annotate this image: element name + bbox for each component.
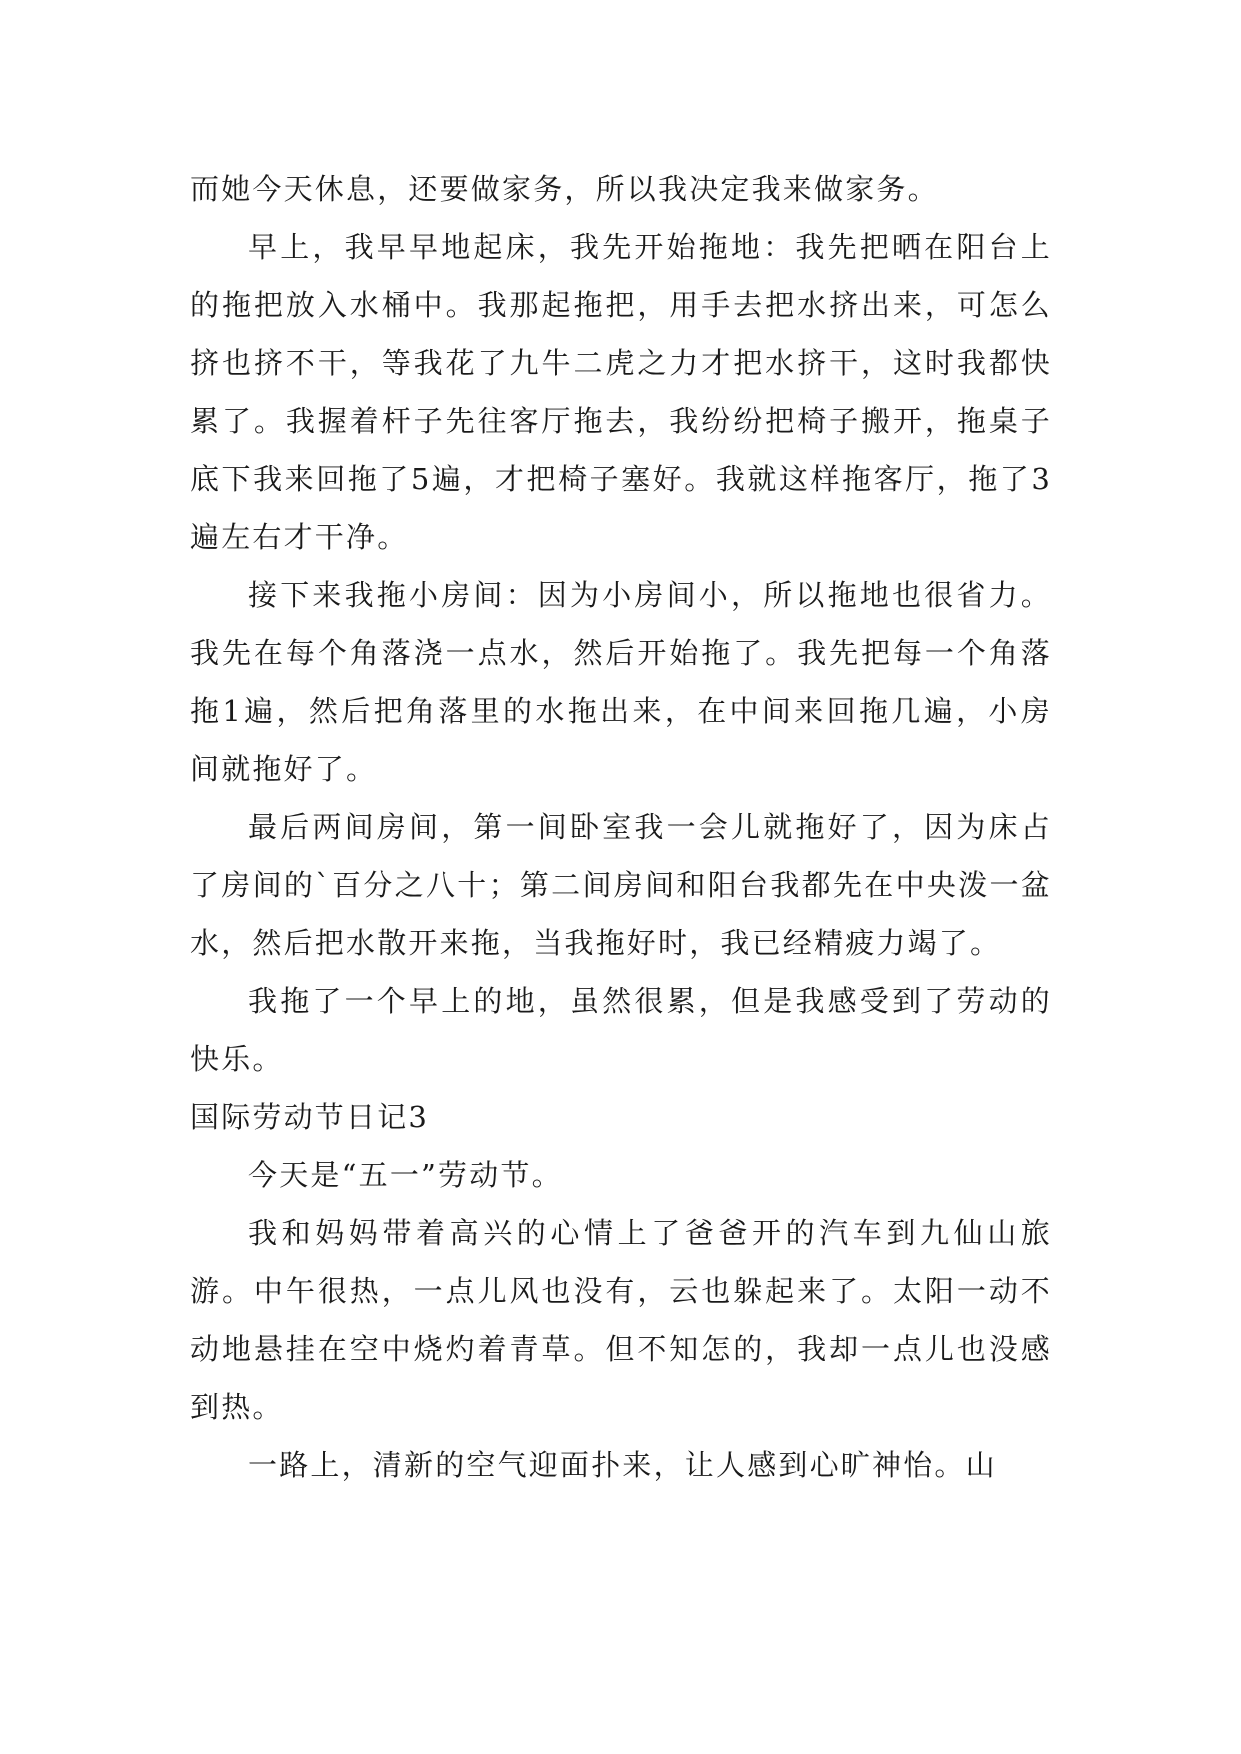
paragraph-4: 最后两间房间，第一间卧室我一会儿就拖好了，因为床占了房间的`百分之八十；第二间房间和阳台我都先在中央泼一盆水，然后把水散开来拖，当我拖好时，我已经精疲力竭了。 (190, 810, 1052, 960)
paragraph-3: 接下来我拖小房间：因为小房间小，所以拖地也很省力。我先在每个角落浇一点水，然后开始拖了。我先把每一个角落拖1遍，然后把角落里的水拖出来，在中间来回拖几遍，小房间就拖好了。 (190, 578, 1052, 786)
paragraph-6: 今天是“五一”劳动节。 (248, 1158, 563, 1192)
document-body (190, 160, 1052, 1494)
paragraph-2: 早上，我早早地起床，我先开始拖地：我先把晒在阳台上的拖把放入水桶中。我那起拖把，用手去把水挤出来，可怎么挤也挤不干，等我花了九牛二虎之力才把水挤干，这时我都快累了。我握着杆子先往客厅拖去，我纷纷把椅子搬开，拖桌子底下我来回拖了5遍，才把椅子塞好。我就这样拖客厅，拖了3遍左右才干净。 (190, 230, 1052, 554)
section-heading: 国际劳动节日记3 (190, 1100, 430, 1134)
paragraph-1: 而她今天休息，还要做家务，所以我决定我来做家务。 (190, 172, 939, 206)
paragraph-8: 一路上，清新的空气迎面扑来，让人感到心旷神怡。山 (248, 1448, 997, 1482)
paragraph-5: 我拖了一个早上的地，虽然很累，但是我感受到了劳动的快乐。 (190, 984, 1052, 1076)
paragraph-7: 我和妈妈带着高兴的心情上了爸爸开的汽车到九仙山旅游。中午很热，一点儿风也没有，云也躲起来了。太阳一动不动地悬挂在空中烧灼着青草。但不知怎的，我却一点儿也没感到热。 (190, 1216, 1052, 1424)
